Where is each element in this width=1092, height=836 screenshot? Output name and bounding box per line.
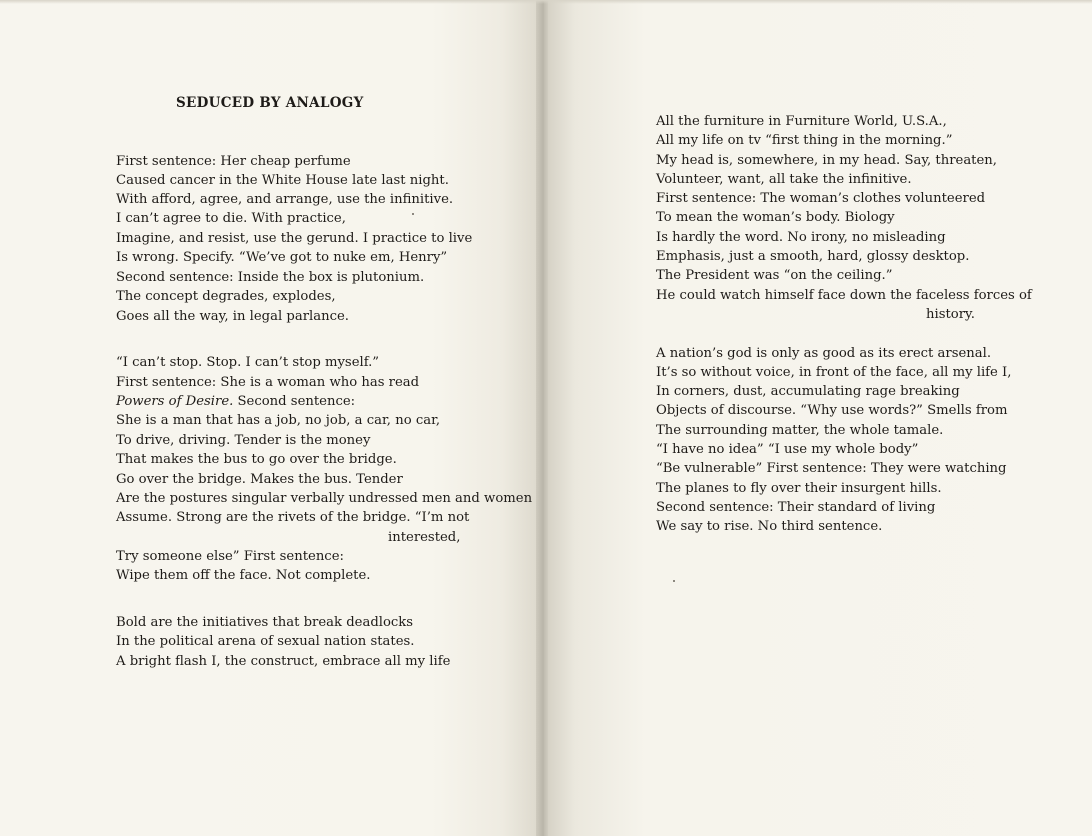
poem-line: Caused cancer in the White House late last night. — [116, 173, 449, 188]
paper-speck — [412, 213, 414, 215]
book-title: Powers of Desire. — [116, 394, 234, 409]
poem-line: Second sentence: Inside the box is plutonium. — [116, 270, 425, 285]
line-continuation: Second sentence: — [233, 394, 356, 409]
poem-line: Second sentence: Their standard of living — [656, 500, 936, 515]
poem-line: Imagine, and resist, use the gerund. I practice to live — [116, 231, 473, 246]
poem-line: She is a man that has a job, no job, a car, no car, — [116, 413, 441, 428]
poem-line: All my life on tv “first thing in the morning.” — [656, 133, 953, 148]
poem-line: My head is, somewhere, in my head. Say, threaten, — [656, 153, 997, 168]
poem-line: In the political arena of sexual nation states. — [116, 634, 415, 649]
poem-line: In corners, dust, accumulating rage breaking — [656, 384, 960, 399]
paper-speck — [673, 580, 675, 582]
poem-line: The planes to fly over their insurgent hills. — [656, 481, 942, 496]
poem-line: Objects of discourse. “Why use words?” Smells from — [656, 403, 1008, 418]
poem-line: Are the postures singular verbally undressed men and women — [116, 491, 533, 506]
poem-line: He could watch himself face down the faceless forces of — [656, 288, 1032, 303]
page-top-edge — [0, 0, 1092, 4]
right-page — [548, 0, 1092, 836]
poem-line: Try someone else” First sentence: — [116, 549, 344, 564]
poem-line: To mean the woman’s body. Biology — [656, 210, 895, 225]
poem-line: I can’t agree to die. With practice, — [116, 211, 346, 226]
poem-line: Go over the bridge. Makes the bus. Tender — [116, 472, 403, 487]
poem-line: First sentence: The woman’s clothes volunteered — [656, 191, 986, 206]
poem-line: “I have no idea” “I use my whole body” — [656, 442, 919, 457]
poem-title: SEDUCED BY ANALOGY — [176, 95, 364, 111]
poem-line: With afford, agree, and arrange, use the infinitive. — [116, 192, 454, 207]
poem-line: A nation’s god is only as good as its erect arsenal. — [656, 346, 992, 361]
poem-line: That makes the bus to go over the bridge. — [116, 452, 397, 467]
poem-line: Volunteer, want, all take the infinitive. — [656, 172, 912, 187]
poem-line: All the furniture in Furniture World, U.S.A., — [656, 114, 947, 129]
poem-line: Emphasis, just a smooth, hard, glossy desktop. — [656, 249, 970, 264]
poem-line: The surrounding matter, the whole tamale. — [656, 423, 944, 438]
poem-line: “I can’t stop. Stop. I can’t stop myself.” — [116, 355, 380, 370]
left-page — [0, 0, 540, 836]
poem-line: First sentence: Her cheap perfume — [116, 154, 351, 169]
poem-line: Bold are the initiatives that break deadlocks — [116, 615, 414, 630]
poem-line: First sentence: She is a woman who has read — [116, 375, 420, 390]
poem-line — [116, 392, 355, 411]
poem-line: It’s so without voice, in front of the face, all my life I, — [656, 365, 1012, 380]
poem-line-runover: interested, — [388, 530, 461, 545]
poem-line: Is hardly the word. No irony, no misleading — [656, 230, 946, 245]
poem-line-runover: history. — [926, 307, 975, 322]
poem-line: A bright flash I, the construct, embrace all my life — [116, 654, 451, 669]
poem-line: To drive, driving. Tender is the money — [116, 433, 371, 448]
poem-line: The President was “on the ceiling.” — [656, 268, 893, 283]
poem-line: Goes all the way, in legal parlance. — [116, 309, 349, 324]
poem-line: Is wrong. Specify. “We’ve got to nuke em, Henry” — [116, 250, 448, 265]
poem-line: Wipe them off the face. Not complete. — [116, 568, 371, 583]
poem-line: The concept degrades, explodes, — [116, 289, 336, 304]
poem-line: “Be vulnerable” First sentence: They were watching — [656, 461, 1007, 476]
poem-line: Assume. Strong are the rivets of the bridge. “I’m not — [116, 510, 470, 525]
poem-line: We say to rise. No third sentence. — [656, 519, 883, 534]
